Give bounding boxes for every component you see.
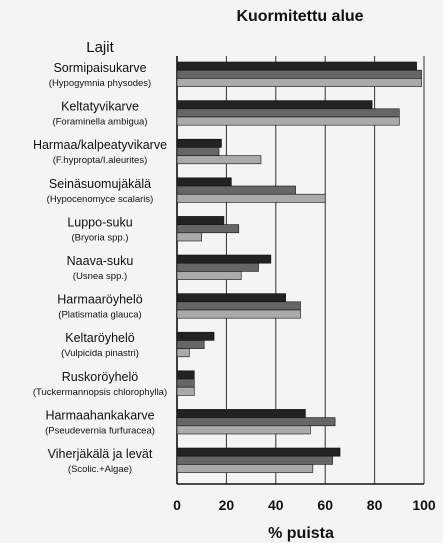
x-axis-ticks — [173, 497, 436, 513]
bar — [177, 310, 301, 318]
x-tick-label: 100 — [412, 497, 436, 513]
bar — [177, 409, 305, 417]
category-scientific-name: (F.hypropta/I.aleurites) — [52, 155, 148, 167]
bar — [177, 186, 296, 194]
bar — [177, 139, 221, 147]
bar — [177, 332, 214, 340]
category-name: Ruskoröyhelö — [61, 369, 139, 384]
category-scientific-name: (Hypocenomyce scalaris) — [46, 193, 154, 205]
chart-title: Kuormitettu alue — [236, 8, 364, 25]
bar — [177, 418, 335, 426]
category-name: Seinäsuomujäkälä — [48, 176, 152, 191]
bar — [177, 294, 286, 302]
category-name: Naava-suku — [66, 254, 134, 268]
bar — [177, 70, 422, 78]
bar — [177, 271, 241, 279]
bar — [177, 387, 194, 395]
bar — [177, 263, 259, 271]
bar — [177, 216, 224, 224]
x-axis-label: % puista — [268, 525, 334, 542]
bar — [177, 62, 417, 70]
category-scientific-name: (Tuckermannopsis chlorophylla) — [32, 386, 168, 398]
category-name: Viherjäkälä ja levät — [47, 447, 153, 461]
bar — [177, 302, 301, 310]
bar — [177, 156, 261, 164]
bar — [177, 147, 219, 155]
bar — [177, 371, 194, 379]
category-scientific-name: (Platismatia glauca) — [58, 309, 142, 321]
bar — [177, 78, 422, 86]
bar — [177, 349, 189, 357]
category-scientific-name: (Vulpicida pinastri) — [61, 348, 139, 360]
bars — [177, 62, 422, 473]
x-tick-label: 40 — [268, 497, 284, 513]
bar — [177, 194, 325, 202]
bar — [177, 225, 239, 233]
bar — [177, 340, 204, 348]
x-tick-label: 60 — [317, 497, 333, 513]
bar — [177, 448, 340, 456]
bar — [177, 255, 271, 263]
category-name: Harmaaröyhelö — [57, 292, 143, 307]
category-scientific-name: (Scolic.+Algae) — [67, 464, 133, 475]
bar — [177, 233, 202, 241]
bar — [177, 117, 399, 125]
category-scientific-name: (Bryoria spp.) — [71, 232, 129, 244]
bar — [177, 379, 194, 387]
category-labels — [33, 61, 167, 475]
x-tick-label: 80 — [366, 497, 383, 513]
category-scientific-name: (Pseudevernia furfuracea) — [45, 425, 155, 437]
category-name: Keltaröyhelö — [65, 331, 135, 346]
bar — [177, 426, 310, 434]
category-scientific-name: (Foraminella ambigua) — [52, 116, 148, 128]
category-header: Lajit — [86, 39, 114, 56]
bar — [177, 178, 231, 186]
bar — [177, 464, 313, 472]
category-name: Luppo-suku — [67, 215, 133, 230]
x-tick-label: 20 — [218, 497, 235, 513]
category-name: Sormipaisukarve — [53, 61, 147, 75]
category-name: Harmaahankakarve — [45, 408, 155, 423]
category-scientific-name: (Usnea spp.) — [72, 271, 128, 282]
category-name: Harmaa/kalpeatyvikarve — [32, 138, 168, 153]
category-scientific-name: (Hypogymnia physodes) — [48, 78, 152, 89]
x-tick-label: 0 — [173, 497, 181, 513]
bar — [177, 109, 399, 117]
bar — [177, 101, 372, 109]
category-name: Keltatyvikarve — [61, 99, 139, 114]
bar — [177, 456, 333, 464]
